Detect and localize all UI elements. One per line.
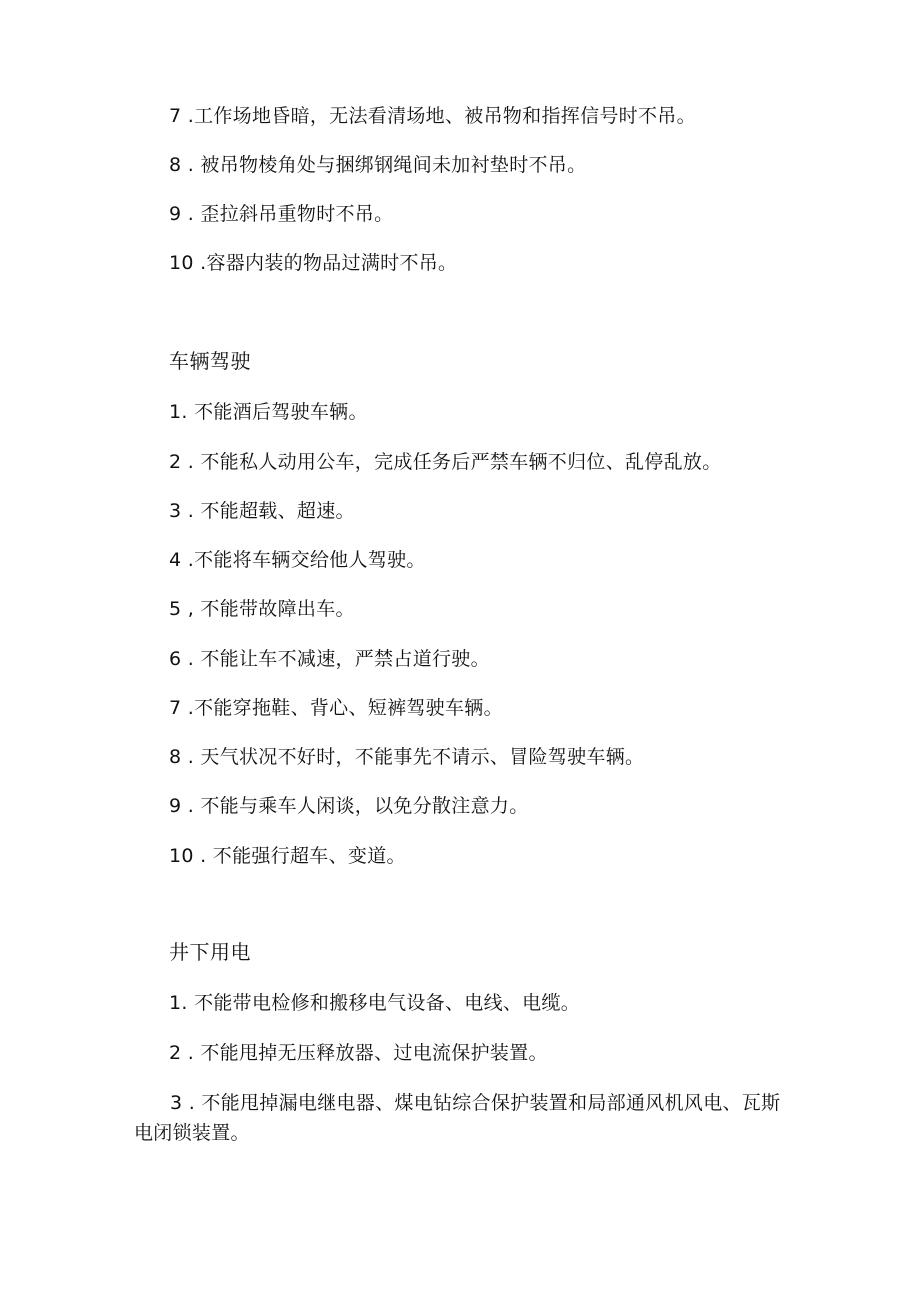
driving-rule-6: 6 . 不能让车不减速，严禁占道行驶。 bbox=[169, 648, 490, 670]
crane-rule-10: 10 .容器内装的物品过满时不吊。 bbox=[169, 252, 458, 274]
driving-rule-9: 9 . 不能与乘车人闲谈，以免分散注意力。 bbox=[169, 795, 529, 817]
driving-rule-3: 3 . 不能超载、超速。 bbox=[169, 500, 355, 522]
crane-rule-7: 7 .工作场地昏暗，无法看清场地、被吊物和指挥信号时不吊。 bbox=[169, 105, 696, 127]
driving-rule-4: 4 .不能将车辆交给他人驾驶。 bbox=[169, 549, 426, 571]
section-heading-electric: 井下用电 bbox=[169, 940, 251, 964]
section-heading-driving: 车辆驾驶 bbox=[169, 349, 251, 373]
crane-rule-8: 8 . 被吊物棱角处与捆绑钢绳间未加衬垫时不吊。 bbox=[169, 154, 587, 176]
driving-rule-5: 5 , 不能带故障出车。 bbox=[169, 598, 355, 620]
driving-rule-8: 8 . 天气状况不好时，不能事先不请示、冒险驾驶车辆。 bbox=[169, 746, 645, 768]
crane-rule-9: 9 . 歪拉斜吊重物时不吊。 bbox=[169, 203, 394, 225]
driving-rule-2: 2 . 不能私人动用公车，完成任务后严禁车辆不归位、乱停乱放。 bbox=[169, 451, 722, 473]
driving-rule-10: 10 . 不能强行超车、变道。 bbox=[169, 845, 406, 867]
electric-rule-3: 3 . 不能甩掉漏电继电器、煤电钻综合保护装置和局部通风机风电、瓦斯电闭锁装置。 bbox=[134, 1092, 781, 1144]
electric-rule-2: 2 . 不能甩掉无压释放器、过电流保护装置。 bbox=[169, 1042, 548, 1064]
driving-rule-1: 1. 不能酒后驾驶车辆。 bbox=[169, 401, 368, 423]
electric-rule-1: 1. 不能带电检修和搬移电气设备、电线、电缆。 bbox=[169, 992, 581, 1014]
driving-rule-7: 7 .不能穿拖鞋、背心、短裤驾驶车辆。 bbox=[169, 697, 503, 719]
